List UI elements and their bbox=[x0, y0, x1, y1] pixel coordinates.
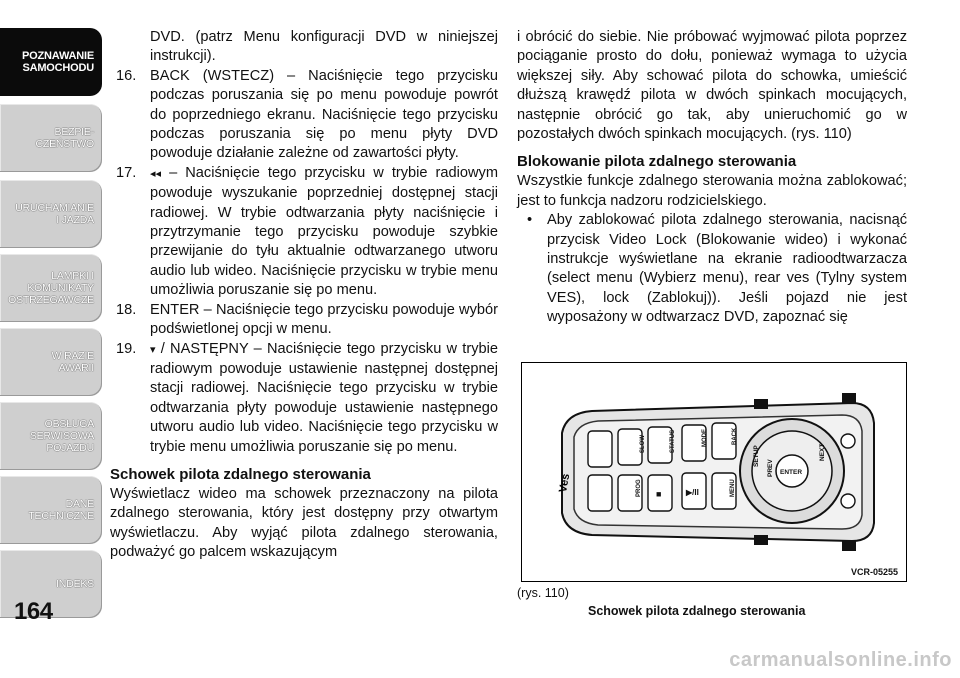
blank-button bbox=[588, 475, 612, 511]
item-text: BACK (WSTECZ) – Naciśnięcie tego przycisku podczas poruszania się po menu powoduje powrót do poprzedniego ekranu. Naciśnięcie tego przycisku podczas poruszania się po menu płyty DVD powoduje działanie zależne od zawartości płyty. bbox=[150, 67, 498, 162]
status-label: STATUS bbox=[670, 429, 676, 453]
tab-bezpieczenstwo[interactable] bbox=[0, 104, 102, 172]
tab-label: POZNAWANIE SAMOCHODU bbox=[22, 50, 94, 74]
next-icon: ▾ bbox=[150, 343, 156, 356]
section-heading: Schowek pilota zdalnego sterowania bbox=[110, 465, 371, 483]
continued-text: DVD. (patrz Menu konfiguracji DVD w niniejszej instrukcji). bbox=[150, 29, 498, 65]
setup-label: SETUP bbox=[753, 445, 760, 467]
figure-reference: (rys. 110) bbox=[517, 586, 569, 600]
paragraph: Wszystkie funkcje zdalnego sterowania można zablokować; jest to funkcja nadzoru rodzicielskiego. bbox=[517, 173, 907, 209]
tab-uruchamianie-i-jazda[interactable] bbox=[0, 180, 102, 248]
item-text: – Naciśnięcie tego przycisku w trybie radiowym powoduje wyszukanie poprzedniej dostępnej stacji radiowej. W trybie odtwarzania płyty naciśnięcie i przytrzymanie tego przycisku powoduje szybkie przewijanie do tyłu aktualnie odtwarzanego utworu audio lub wideo. Naciśnięcie przycisku w trybie menu umożliwia poruszanie się po menu. bbox=[150, 164, 498, 299]
tab-poznawanie-samochodu[interactable] bbox=[0, 28, 102, 96]
remote-control-illustration bbox=[522, 363, 906, 581]
menu-label: MENU bbox=[730, 479, 736, 497]
figure-remote-control bbox=[521, 362, 907, 582]
item-number: 17. bbox=[116, 164, 137, 181]
ves-logo: Ves bbox=[557, 472, 573, 494]
prev-label: PREV bbox=[767, 459, 774, 477]
figure-code: VCR-05255 bbox=[850, 567, 898, 577]
play-pause-label: ▶/II bbox=[686, 488, 699, 497]
tab-label: INDEKS bbox=[56, 578, 94, 590]
figure-caption: Schowek pilota zdalnego sterowania bbox=[588, 604, 806, 618]
item-number: 18. bbox=[116, 301, 137, 318]
power-button bbox=[841, 434, 855, 448]
light-button bbox=[841, 494, 855, 508]
tab-label: W RAZIE AWARII bbox=[51, 350, 94, 374]
item-text: / NASTĘPNY – Naciśnięcie tego przycisku w trybie radiowym powoduje ustawienie następnej dostępnej stacji radiowej. Naciśnięcie tego przycisku w trybie odtwarzania płyty powoduje ustawienie następnego utworu audio lub video. Naciśnięcie tego przycisku w trybie menu umożliwia poruszanie się po menu. bbox=[150, 340, 498, 455]
item-number: 16. bbox=[116, 67, 137, 84]
paragraph: Wyświetlacz wideo ma schowek przeznaczony na pilota zdalnego sterowania, który jest dostępny przy otwartym wyświetlaczu. Aby wyjąć pilota zdalnego sterowania, podważyć go palcem wskazującym bbox=[110, 485, 498, 561]
tab-dane-techniczne[interactable] bbox=[0, 476, 102, 544]
list-item bbox=[110, 340, 498, 457]
page-number: 164 bbox=[14, 598, 53, 625]
clip bbox=[842, 541, 856, 551]
tab-label: LAMPKI I KOMUNIKATY OSTRZEGAWCZE bbox=[8, 270, 94, 306]
lock-button bbox=[588, 431, 612, 467]
left-column bbox=[110, 28, 498, 563]
tab-w-razie-awarii[interactable] bbox=[0, 328, 102, 396]
paragraph: i obrócić do siebie. Nie próbować wyjmować pilota poprzez pociąganie prosto do dołu, ponieważ wymaga to użycia większej siły. Aby schować pilota do schowka, umieścić dłuższą krawędź pilota w dwóch spinkach mocujących, następnie obrócić go tak, aby unieruchomić go w pozostałych dwóch spinkach mocujących. (rys. 110) bbox=[517, 29, 907, 143]
rewind-icon: ◂◂ bbox=[150, 167, 162, 180]
bullet-dot: • bbox=[527, 212, 533, 229]
tab-label: URUCHAMIANIE I JAZDA bbox=[15, 202, 94, 226]
clip bbox=[754, 535, 768, 545]
slow-button bbox=[618, 429, 642, 465]
prog-label: PROG bbox=[636, 479, 642, 497]
clip bbox=[754, 399, 768, 409]
list-item bbox=[110, 164, 498, 301]
right-column bbox=[517, 28, 907, 328]
section-heading: Blokowanie pilota zdalnego sterowania bbox=[517, 153, 797, 171]
mode-label: MODE bbox=[702, 429, 708, 447]
tab-obsluga-serwisowa[interactable] bbox=[0, 402, 102, 470]
item-number: 19. bbox=[116, 340, 137, 357]
tab-label: BEZPIE- CZEŃSTWO bbox=[35, 126, 94, 150]
tab-label: DANE TECHNICZNE bbox=[28, 498, 94, 522]
item-text: ENTER – Naciśnięcie tego przycisku powoduje wybór podświetlonej opcji w menu. bbox=[150, 301, 498, 338]
enter-label: ENTER bbox=[780, 469, 803, 476]
slow-label: SLOW bbox=[640, 435, 646, 453]
tab-label: OBSŁUGA SERWISOWA POJAZDU bbox=[29, 418, 94, 454]
watermark: carmanualsonline.info bbox=[729, 649, 952, 671]
bullet-text: Aby zablokować pilota zdalnego sterowania, nacisnąć przycisk Video Lock (Blokowanie wideo) i wykonać instrukcje wyświetlane na ekranie radioodtwarzacza (select menu (Wybierz menu), rear ves (Tylny system VES), lock (Zablokuj)). Jeśli pojazd nie jest wyposażony w odtwarzacz DVD, zapoznać się bbox=[547, 212, 907, 326]
status-button bbox=[648, 427, 672, 463]
tab-lampki-i-komunikaty[interactable] bbox=[0, 254, 102, 322]
back-label: BACK bbox=[732, 427, 738, 445]
bullet-item bbox=[517, 211, 907, 327]
list-item bbox=[110, 67, 498, 164]
clip bbox=[842, 393, 856, 403]
list-item bbox=[110, 301, 498, 340]
stop-label: ■ bbox=[656, 489, 662, 499]
next-label: NEXT bbox=[819, 443, 826, 461]
